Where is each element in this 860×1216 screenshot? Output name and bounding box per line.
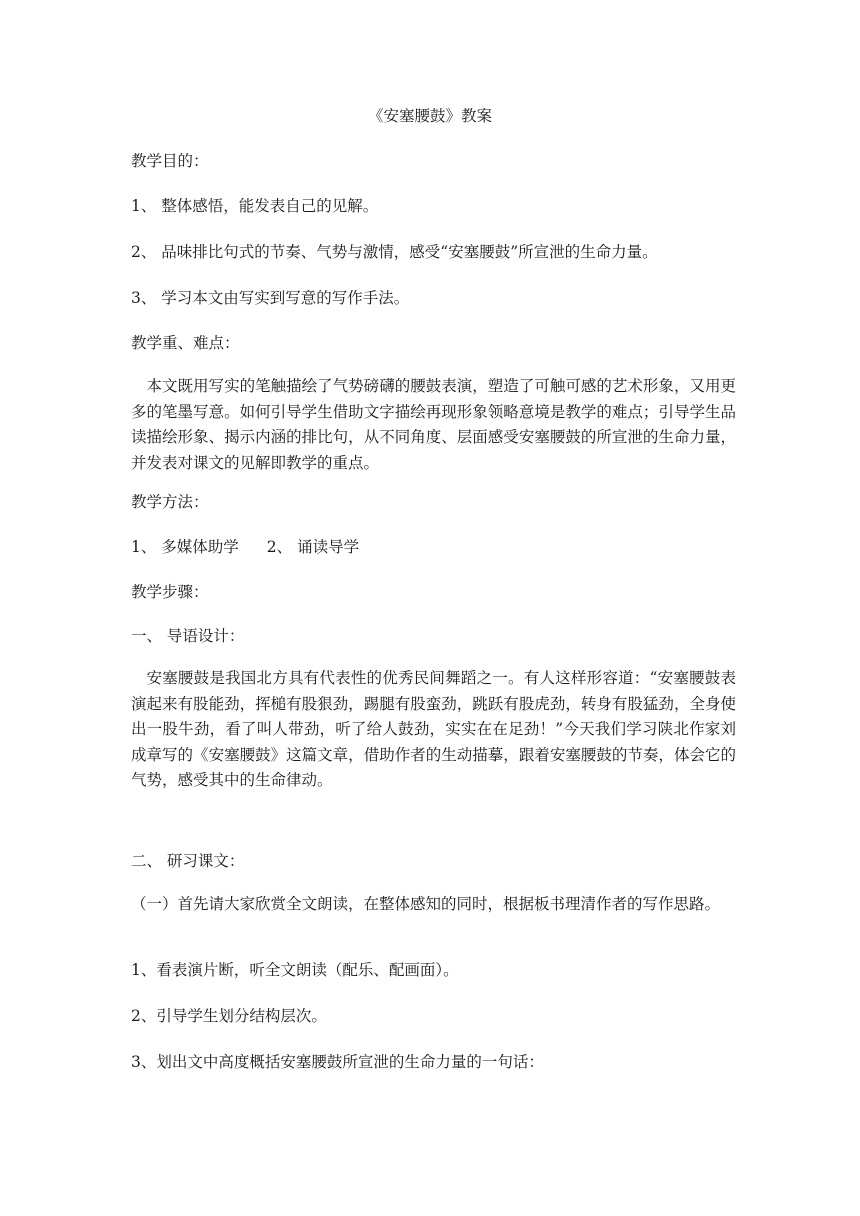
key-points-paragraph: 本文既用写实的笔触描绘了气势磅礴的腰鼓表演，塑造了可触可感的艺术形象，又用更多的笔墨写意。如何引导学生借助文字描绘再现形象领略意境是教学的难点；引导学生品读描绘形象、揭示内涵的排比句，从不同角度、层面感受安塞腰鼓的所宣泄的生命力量，并发表对课文的见解即教学的重点。 (131, 377, 736, 472)
methods-list (131, 535, 736, 559)
method-item-1: 1、 多媒体助学 (131, 538, 239, 556)
key-points-heading: 教学重、难点： (131, 334, 240, 352)
method-item-2: 2、 诵读导学 (266, 538, 360, 556)
objectives-heading: 教学目的： (131, 152, 209, 170)
step-1-paragraph: 安塞腰鼓是我国北方具有代表性的优秀民间舞蹈之一。有人这样形容道：“安塞腰鼓表演起来有股能劲，挥槌有股狠劲，踢腿有股蛮劲，跳跃有股虎劲，转身有股猛劲，全身使出一股牛劲，看了叫人带劲，听了给人鼓劲，实实在在足劲！”今天我们学习陕北作家刘成章写的《安塞腰鼓》这篇文章，借助作者的生动描摹，跟着安塞腰鼓的节奏，体会它的气势，感受其中的生命律动。 (131, 669, 736, 789)
steps-heading: 教学步骤： (131, 583, 209, 601)
step-2-heading: 二、 研习课文： (131, 852, 245, 870)
step-2-item-2: 2、引导学生划分结构层次。 (131, 1007, 327, 1025)
step-2-item-3: 3、划出文中高度概括安塞腰鼓所宣泄的生命力量的一句话： (131, 1053, 544, 1071)
objective-item-1: 1、 整体感悟，能发表自己的见解。 (131, 197, 379, 215)
document-title: 《安塞腰鼓》教案 (367, 107, 492, 125)
step-1-heading: 一、 导语设计： (131, 627, 245, 645)
objective-item-3: 3、 学习本文由写实到写意的写作手法。 (131, 289, 410, 307)
methods-heading: 教学方法： (131, 493, 209, 511)
step-2-item-1: 1、看表演片断，听全文朗读（配乐、配画面）。 (131, 961, 459, 979)
step-2-subsection: （一）首先请大家欣赏全文朗读，在整体感知的同时，根据板书理清作者的写作思路。 (131, 895, 721, 913)
objective-item-2: 2、 品味排比句式的节奏、气势与激情，感受“安塞腰鼓”所宣泄的生命力量。 (131, 243, 658, 261)
